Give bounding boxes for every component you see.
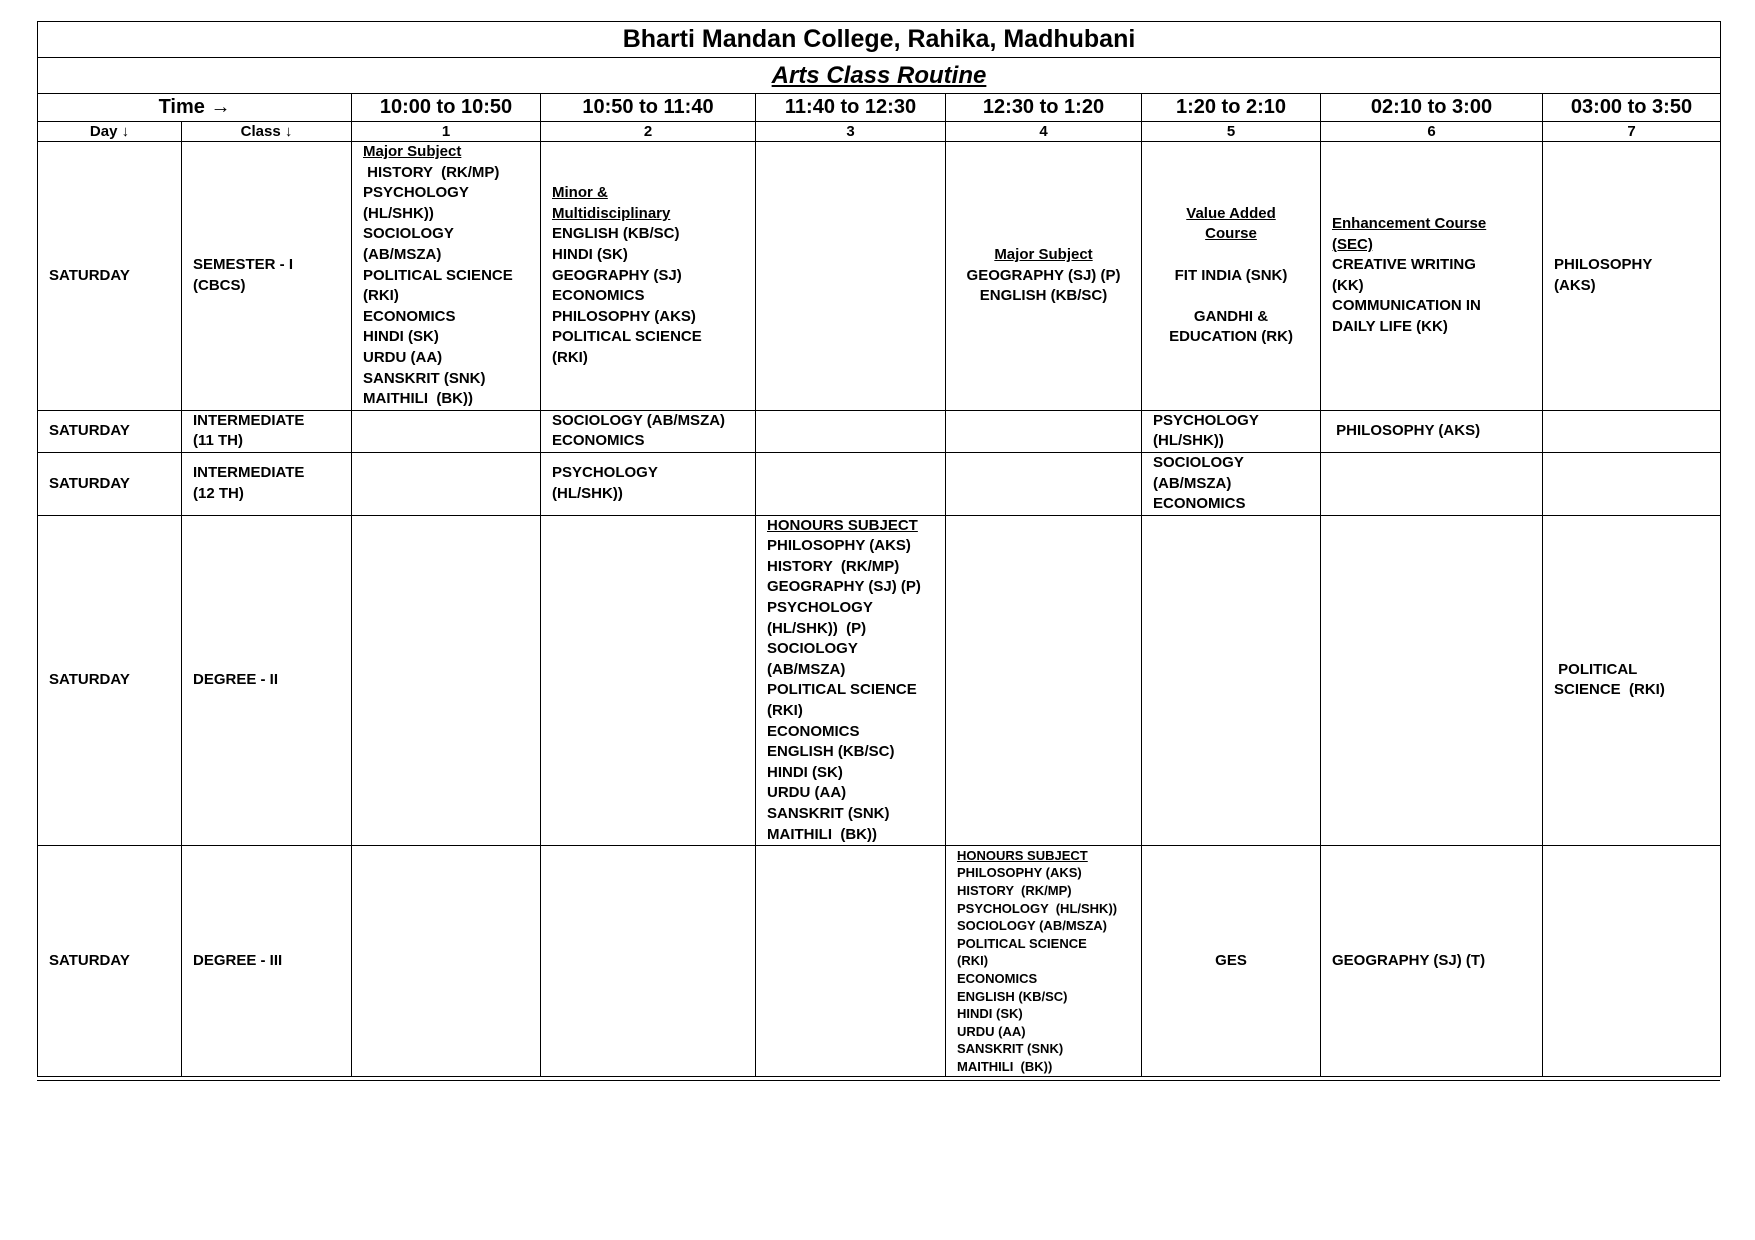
subject-line: ENGLISH (KB/SC) <box>979 287 1108 305</box>
subject-cell <box>1321 452 1543 515</box>
subject-line: URDU (AA) <box>957 1023 1026 1039</box>
subject-line: URDU (AA) <box>767 784 847 802</box>
class-label-line: (CBCS) <box>193 276 246 294</box>
period-time: 10:00 to 10:50 <box>352 94 541 122</box>
subject-line: SOCIOLOGY (AB/MSZA) <box>552 411 726 429</box>
day-cell: SATURDAY <box>38 846 182 1077</box>
subject-line: ECONOMICS <box>957 970 1038 986</box>
class-cell <box>182 142 352 411</box>
subject-line: PSYCHOLOGY (HL/SHK)) <box>957 900 1118 916</box>
subject-cell <box>1142 846 1321 1077</box>
class-label-line: DEGREE - III <box>193 951 283 969</box>
routine-title: Arts Class Routine <box>38 58 1721 94</box>
subject-line: SANSKRIT (SNK) <box>767 805 890 822</box>
routine-row <box>38 142 1721 411</box>
subject-line: HINDI (SK) <box>363 328 439 346</box>
subject-line <box>1146 245 1316 266</box>
subject-cell <box>541 410 756 452</box>
subject-group-heading: Enhancement Course <box>1332 215 1487 233</box>
subject-line: PHILOSOPHY (AKS) <box>957 865 1082 881</box>
subject-cell <box>946 410 1142 452</box>
period-number: 7 <box>1543 122 1721 142</box>
subject-line: HINDI (SK) <box>767 763 843 781</box>
subject-group-heading: Major Subject <box>363 143 462 160</box>
subject-cell <box>756 515 946 846</box>
class-cell <box>182 846 352 1077</box>
subject-cell <box>1142 142 1321 411</box>
subject-line: (RKI) <box>552 348 588 366</box>
subject-line: SANSKRIT (SNK) <box>363 369 486 387</box>
subject-line: (HL/SHK)) <box>363 204 434 222</box>
subject-line: HISTORY (RK/MP) <box>957 883 1072 899</box>
subject-line: (KK) <box>1332 276 1364 294</box>
period-time: 03:00 to 3:50 <box>1543 94 1721 122</box>
subject-cell <box>1142 410 1321 452</box>
day-cell: SATURDAY <box>38 410 182 452</box>
routine-row <box>38 410 1721 452</box>
subject-line: MAITHILI (BK)) <box>363 390 473 408</box>
period-number: 1 <box>352 122 541 142</box>
day-cell: SATURDAY <box>38 452 182 515</box>
subject-cell <box>541 515 756 846</box>
period-time: 1:20 to 2:10 <box>1142 94 1321 122</box>
subject-line: PSYCHOLOGY <box>552 464 658 482</box>
subject-cell <box>541 846 756 1077</box>
subject-line <box>1146 286 1316 307</box>
subject-cell <box>541 142 756 411</box>
class-cell <box>182 452 352 515</box>
subject-line: ENGLISH (KB/SC) <box>957 988 1068 1004</box>
college-name: Bharti Mandan College, Rahika, Madhubani <box>38 22 1721 58</box>
subject-line: ECONOMICS <box>1153 495 1246 513</box>
class-routine-table <box>37 21 1721 1077</box>
subject-cell <box>1321 515 1543 846</box>
time-label: Time → <box>38 94 352 122</box>
subject-line: ENGLISH (KB/SC) <box>767 743 895 761</box>
subject-line: HISTORY (RK/MP) <box>363 163 500 181</box>
routine-row <box>38 846 1721 1077</box>
subject-group-heading: Value Added <box>1186 204 1276 222</box>
subject-line: GEOGRAPHY (SJ) (P) <box>966 266 1121 284</box>
subject-line: (RKI) <box>363 287 399 305</box>
subject-cell <box>352 410 541 452</box>
subject-cell <box>946 846 1142 1077</box>
period-time: 02:10 to 3:00 <box>1321 94 1543 122</box>
subject-cell <box>1142 452 1321 515</box>
subject-cell <box>1142 515 1321 846</box>
subject-line: ECONOMICS <box>363 307 456 325</box>
subject-cell <box>1543 515 1721 846</box>
subject-line: MAITHILI (BK)) <box>767 825 877 843</box>
subject-line: (AKS) <box>1554 276 1596 294</box>
period-number: 5 <box>1142 122 1321 142</box>
subject-line: DAILY LIFE (KK) <box>1332 318 1448 336</box>
subject-line: ENGLISH (KB/SC) <box>552 225 680 243</box>
subject-line: GEOGRAPHY (SJ) (P) <box>767 578 921 596</box>
subject-cell <box>946 452 1142 515</box>
period-time: 11:40 to 12:30 <box>756 94 946 122</box>
subject-line: (HL/SHK)) <box>1153 432 1224 450</box>
subject-cell <box>756 410 946 452</box>
subject-cell <box>352 515 541 846</box>
subject-cell <box>1321 846 1543 1077</box>
period-number-row <box>38 122 1721 142</box>
subject-cell <box>1543 452 1721 515</box>
subject-line: SOCIOLOGY <box>767 640 858 658</box>
class-label-line: INTERMEDIATE <box>193 464 305 482</box>
class-column-label: Class ↓ <box>182 122 352 142</box>
subject-cell <box>946 515 1142 846</box>
subject-line: GES <box>1215 951 1247 969</box>
subject-line: (AB/MSZA) <box>767 660 846 678</box>
class-label-line: DEGREE - II <box>193 671 279 689</box>
subject-cell <box>756 846 946 1077</box>
subject-line: SOCIOLOGY <box>363 225 454 243</box>
period-time: 12:30 to 1:20 <box>946 94 1142 122</box>
period-number: 2 <box>541 122 756 142</box>
subject-cell <box>946 142 1142 411</box>
class-cell <box>182 410 352 452</box>
subject-line: (RKI) <box>957 953 989 969</box>
subject-line: POLITICAL SCIENCE <box>363 266 513 284</box>
subject-line: (AB/MSZA) <box>363 245 442 263</box>
subject-cell <box>756 452 946 515</box>
subject-cell <box>352 846 541 1077</box>
period-number: 3 <box>756 122 946 142</box>
day-cell: SATURDAY <box>38 142 182 411</box>
routine-row <box>38 515 1721 846</box>
subject-line: FIT INDIA (SNK) <box>1174 266 1288 284</box>
subject-line: GANDHI & <box>1193 307 1269 325</box>
subject-line: PSYCHOLOGY <box>767 599 873 617</box>
subject-line: POLITICAL SCIENCE <box>552 328 702 346</box>
subject-line: POLITICAL <box>1554 660 1638 678</box>
table-bottom-rule <box>37 1080 1720 1081</box>
subject-line: ECONOMICS <box>767 722 860 740</box>
subject-cell <box>756 142 946 411</box>
subject-line: POLITICAL SCIENCE <box>767 681 917 699</box>
subject-line: HISTORY (RK/MP) <box>767 557 900 575</box>
subject-line: SCIENCE (RKI) <box>1554 681 1665 699</box>
subject-cell <box>1321 142 1543 411</box>
subject-line: PHILOSOPHY (AKS) <box>1332 422 1481 440</box>
class-label-line: INTERMEDIATE <box>193 411 305 429</box>
subject-group-heading: Major Subject <box>994 245 1093 263</box>
subject-line: PHILOSOPHY (AKS) <box>552 307 696 325</box>
subject-group-heading: Minor & <box>552 184 608 202</box>
subject-cell <box>352 142 541 411</box>
subject-cell <box>1543 142 1721 411</box>
day-cell: SATURDAY <box>38 515 182 846</box>
subject-group-heading: HONOURS SUBJECT <box>957 847 1088 863</box>
period-number: 4 <box>946 122 1142 142</box>
routine-row <box>38 452 1721 515</box>
subject-cell <box>1543 846 1721 1077</box>
subject-line: PSYCHOLOGY <box>1153 411 1259 429</box>
subject-group-heading: HONOURS SUBJECT <box>767 516 918 534</box>
subject-group-heading: Multidisciplinary <box>552 204 671 222</box>
subject-line: (HL/SHK)) (P) <box>767 619 867 637</box>
subject-line: SOCIOLOGY (AB/MSZA) <box>957 918 1107 934</box>
subject-group-heading: Course <box>1205 225 1257 243</box>
class-label-line: (11 TH) <box>193 432 244 450</box>
subject-cell <box>1321 410 1543 452</box>
subject-line: (HL/SHK)) <box>552 484 623 502</box>
class-label-line: SEMESTER - I <box>193 256 294 274</box>
day-column-label: Day ↓ <box>38 122 182 142</box>
subject-line: SANSKRIT (SNK) <box>957 1041 1064 1057</box>
subject-line: EDUCATION (RK) <box>1169 328 1293 346</box>
subject-line: GEOGRAPHY (SJ) (T) <box>1332 951 1486 969</box>
subject-line: POLITICAL SCIENCE <box>957 935 1087 951</box>
subject-line: (RKI) <box>767 702 803 720</box>
subject-line: COMMUNICATION IN <box>1332 297 1481 315</box>
subject-line: PHILOSOPHY <box>1554 256 1653 274</box>
subject-line: PHILOSOPHY (AKS) <box>767 537 911 555</box>
subject-line: SOCIOLOGY <box>1153 453 1244 471</box>
period-number: 6 <box>1321 122 1543 142</box>
subject-line: ECONOMICS <box>552 287 645 305</box>
subject-line: HINDI (SK) <box>552 245 628 263</box>
time-header-row <box>38 94 1721 122</box>
subject-line: (AB/MSZA) <box>1153 474 1232 492</box>
subject-line: MAITHILI (BK)) <box>957 1058 1053 1074</box>
class-label-line: (12 TH) <box>193 484 244 502</box>
subject-line: HINDI (SK) <box>957 1006 1023 1022</box>
subject-line: ECONOMICS <box>552 432 645 450</box>
subject-line: URDU (AA) <box>363 348 443 366</box>
subject-cell <box>352 452 541 515</box>
subject-line: CREATIVE WRITING <box>1332 256 1476 274</box>
subject-cell <box>1543 410 1721 452</box>
period-time: 10:50 to 11:40 <box>541 94 756 122</box>
subject-cell <box>541 452 756 515</box>
subject-group-heading: (SEC) <box>1332 235 1373 253</box>
subject-line: GEOGRAPHY (SJ) <box>552 266 682 284</box>
class-cell <box>182 515 352 846</box>
subject-line: PSYCHOLOGY <box>363 184 469 202</box>
